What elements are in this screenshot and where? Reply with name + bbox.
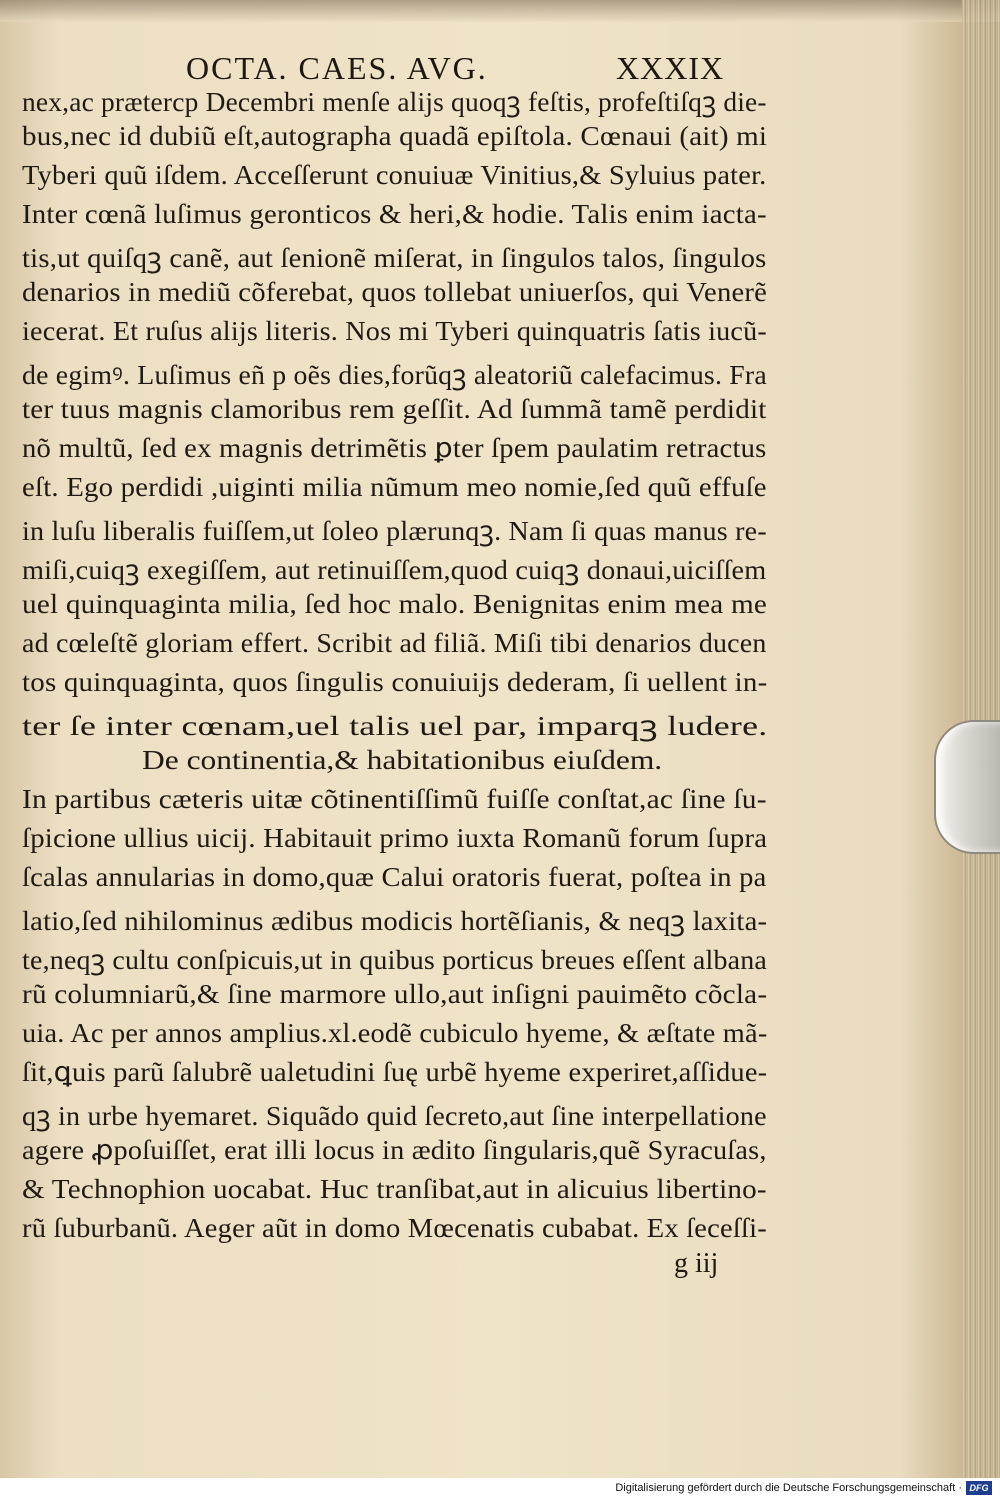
folio-number: XXXIX xyxy=(616,50,725,86)
text-line: tis,ut quiſqꝫ canẽ, aut ſenionẽ miſerat, in ſingulos talos, ſingulos xyxy=(22,243,767,273)
section-heading: De continentia,& habitationibus eiuſdem. xyxy=(142,745,663,775)
text-line: agere ꝓpoſuiſſet, erat illi locus in ædito ſingularis,quẽ Syracuſas, xyxy=(22,1135,767,1165)
text-line: eſt. Ego perdidi ,uiginti milia nũmum meo nomie,ſed quũ effuſe xyxy=(22,472,767,502)
footer-credit: Digitalisierung gefördert durch die Deutsche Forschungsgemeinschaft · xyxy=(615,1482,962,1494)
dfg-logo: DFG xyxy=(966,1481,992,1495)
text-line: denarios in mediũ cõferebat, quos tollebat uniuerſos, qui Venerẽ xyxy=(22,277,768,307)
text-line: uia. Ac per annos amplius.xl.eodẽ cubiculo hyeme, & æſtate mã- xyxy=(22,1018,768,1048)
text-line: de egimꝰ. Luſimus eñ p oẽs dies,forũqꝫ aleatoriũ calefacimus. Fra xyxy=(22,360,767,390)
text-line: rũ ſuburbanũ. Aeger aũt in domo Mœcenatis cubabat. Ex ſeceſſi- xyxy=(22,1213,767,1243)
running-head: OCTA. CAES. AVG. xyxy=(186,50,488,86)
text-line: in luſu liberalis fuiſſem,ut ſoleo plærunqꝫ. Nam ſi quas manus re- xyxy=(22,516,767,546)
text-line: & Technophion uocabat. Huc tranſibat,aut in alicuius libertino- xyxy=(22,1174,767,1204)
text-line: ſpicione ullius uicij. Habitauit primo iuxta Romanũ forum ſupra xyxy=(22,823,768,853)
text-line: ter ſe inter cœnam,uel talis uel par, imparqꝫ ludere. xyxy=(22,711,768,741)
digitization-footer xyxy=(0,1478,1000,1500)
text-line: Tyberi quũ iſdem. Acceſſerunt conuiuæ Vinitius,& Syluius pater. xyxy=(22,160,767,190)
text-line: iecerat. Et ruſus alijs literis. Nos mi Tyberi quinquatris ſatis iucũ- xyxy=(22,316,767,346)
signature-mark: g iij xyxy=(674,1248,719,1279)
text-line: te,neqꝫ cultu conſpicuis,ut in quibus porticus breues eſſent albana xyxy=(22,945,768,975)
text-line: uel quinquaginta milia, ſed hoc malo. Benignitas enim mea me xyxy=(22,589,768,619)
text-line: nex,ac prætercp Decembri menſe alijs quoqꝫ feſtis, profeſtiſqꝫ die- xyxy=(22,87,767,117)
text-line: ſit,ꝗuis parũ ſalubrẽ ualetudini ſuę urbẽ hyeme experiret,aſſidue- xyxy=(22,1057,768,1087)
text-line: ſcalas annularias in domo,quæ Calui oratoris fuerat, poſtea in pa xyxy=(22,862,767,892)
page-top-shadow xyxy=(0,0,1000,22)
text-line: In partibus cæteris uitæ cõtinentiſſimũ fuiſſe conſtat,ac ſine ſu- xyxy=(22,784,767,814)
text-line: miſi,cuiqꝫ exegiſſem, aut retinuiſſem,quod cuiqꝫ donaui,uiciſſem xyxy=(22,555,767,585)
text-line: latio,ſed nihilominus ædibus modicis hortẽſianis, & neqꝫ laxita- xyxy=(22,906,768,936)
text-line: rũ columniarũ,& ſine marmore ullo,aut inſigni pauimẽto cõcla- xyxy=(22,979,768,1009)
text-line: nõ multũ, ſed ex magnis detrimẽtis ꝑter ſpem paulatim retractus xyxy=(22,433,767,463)
text-line: ad cœleſtẽ gloriam effert. Scribit ad filiã. Miſi tibi denarios ducen xyxy=(22,628,767,658)
text-line: Inter cœnã luſimus geronticos & heri,& hodie. Talis enim iacta- xyxy=(22,199,767,229)
text-line: qꝫ in urbe hyemaret. Siquãdo quid ſecreto,aut ſine interpellatione xyxy=(22,1101,767,1131)
text-line: ter tuus magnis clamoribus rem geſſit. Ad ſummã tamẽ perdidit xyxy=(22,394,767,424)
metal-clasp xyxy=(934,720,1000,854)
text-line: tos quinquaginta, quos ſingulis conuiuijs dederam, ſi uellent in- xyxy=(22,667,768,697)
text-line: bus,nec id dubiũ eſt,autographa quadã epiſtola. Cœnaui (ait) mi xyxy=(22,121,768,151)
